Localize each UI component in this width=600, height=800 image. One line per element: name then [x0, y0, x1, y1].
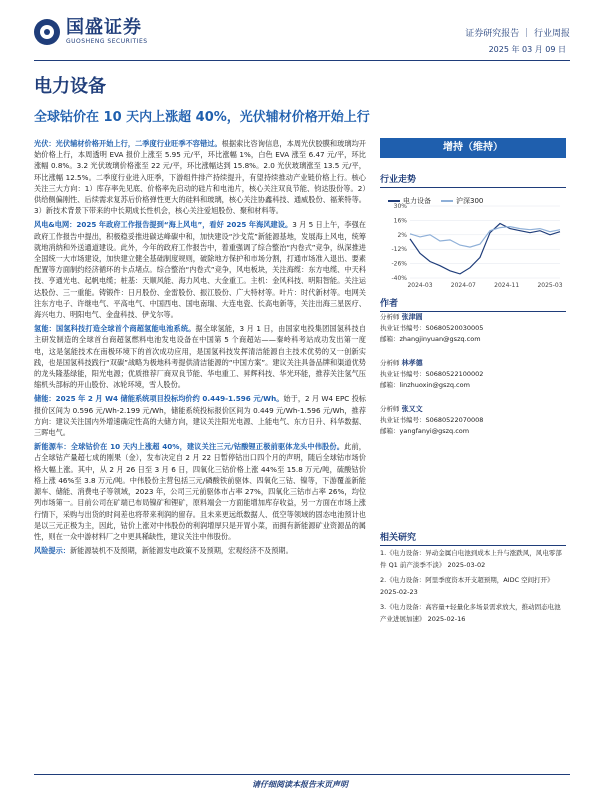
paragraph-storage — [34, 393, 366, 438]
paragraph-text: 此前，占全球钴产量超七成的刚果（金），发布决定自 2 月 22 日暂停钴出口四个月的声明，随后全球钴市场价格大幅上涨。其中，从 2 月 26 日至 3 月 6 日，四氧化三钴价格上涨 44%至 15.8 万元/吨，硫酸钴价格上涨 46%至 3.8 万元/吨。中伟股份主营包括三元/磷酸铁前驱体、四氧化三钴、镍等，下游覆盖新能源车、储能、消费电子等领域，2023 年，公司三元前驱体市占率 27%，四氧化三钴市占率 26%，均位列市场第一。目前公司在矿端已布局镍矿和锂矿，原料端会一方面能增加库存收益，另一方面在市场上涨行情下，采购与出货的时间差也将带来利润的留存。且未来更远纸数据人、低空等领域的固态电池预计也是以三元正极为主，因此，钴价上涨对中伟股份的利润增厚只是开胃小菜，而拥有新能源矿业资源品的属性，则在一众中游材料厂之中更具稀缺性，建议关注中伟股份。 — [34, 442, 366, 541]
paragraph-lead: 储能：2025 年 2 月 W4 储能系统项目投标均价约 0.449-1.596 元/Wh。 — [34, 394, 284, 404]
y-tick-label: 16% — [393, 217, 407, 225]
trend-chart — [380, 192, 566, 292]
paragraph-text: 根据索比咨询信息，本周光伏胶膜和玻璃均开始价格上行，本周透明 EVA 报价上涨至 5.95 元/平，环比涨幅 1%，白色 EVA 涨至 6.47 元/平，环比涨幅 0.8%。3.2 光伏玻璃价格涨至 22 元/平，环比涨幅达到 15.8%。2.0 光伏玻璃涨至 13.5 元/平，环比涨幅 12.5%。二季度行业进入旺季，下游组件排产持续提升，有望持续推动产业链价格上行。核心关注三大方向：1）库存率先见底、价格率先启动的硅片和电池片，核心关注双良节能、钧达股份等。2）供给侧偏刚性、后续需求复苏后价格弹性更大的硅料和玻璃，核心关注协鑫科技、通威股份、福莱特等。3）新技术背景下带来的中长期成长性机会，核心关注爱旭股份、聚和材料等。 — [34, 139, 366, 216]
paragraph-lead: 光伏：光伏辅材价格开始上行，二季度行业旺季不容错过。 — [34, 139, 222, 148]
analyst-block — [380, 358, 566, 391]
y-tick-label: 2% — [397, 231, 407, 239]
rating-badge: 增持（维持） — [380, 138, 566, 158]
analyst-name: 张津圆 — [401, 313, 423, 321]
legend-label: 沪深300 — [456, 197, 484, 205]
logo-name: 国盛证券 — [66, 17, 142, 38]
footer-divider — [34, 774, 570, 775]
analyst-email[interactable]: 邮箱：zhangjinyuan@gszq.com — [380, 335, 481, 343]
page-header — [0, 0, 600, 64]
paragraph-wind-grid — [34, 219, 366, 320]
report-type: 证券研究报告 ｜ 行业周报 — [465, 29, 570, 39]
paragraph-hydrogen — [34, 323, 366, 390]
paragraph-lead: 风险提示： — [34, 546, 70, 556]
analyst-email[interactable]: 邮箱：linzhuoxin@gszq.com — [380, 381, 470, 389]
logo-english-name: GUOSHENG SECURITIES — [66, 38, 148, 45]
paragraph-lead: 风电&电网：2025 年政府工作报告提到“海上风电”，看好 2025 年海风建设。 — [34, 220, 293, 230]
paragraph-text: 据全球氢能，3 月 1 日，由国家电投集团国氢科技自主研发制造的全球首台商超氢燃料电池发电设备在中国第 5 个商超站——秦岭科考站成功发出第一度电，这是氢能技术在南极环境下的首次成功应用，是国氢科技发挥清洁能源自主技术优势的又一创新实践，也是国氢科技践行“双碳”战略为极地科考提供清洁能源的“中国方案”。建议关注具备品牌和渠道优势的龙头隆基绿能，阳光电源；优质推荐厂商双良节能、华电重工、昇辉科技、华光环能，推荐关注氢气压缩机头部标的开山股份、冰轮环境，雪人股份。 — [34, 324, 366, 390]
analyst-block — [380, 404, 566, 437]
paragraph-risk — [34, 545, 366, 556]
x-tick-label: 2025-03 — [537, 282, 563, 289]
y-tick-label: -12% — [391, 246, 407, 254]
x-tick-label: 2024-07 — [450, 282, 476, 289]
paragraph-ev — [34, 441, 366, 542]
analyst-cert: 执业证书编号：S0680520030005 — [380, 324, 484, 332]
analyst-name: 张又文 — [401, 405, 423, 413]
analyst-email[interactable]: 邮箱：yangfanyi@gszq.com — [380, 427, 470, 435]
paragraph-lead: 氢能：国氢科技打造全球首个商超氢能电池系统。 — [34, 324, 196, 334]
report-date: 2025 年 03 月 09 日 — [488, 45, 566, 54]
related-list — [380, 548, 566, 629]
analyst-role: 分析师 — [380, 359, 400, 367]
legend-label: 电力设备 — [403, 197, 431, 205]
related-item[interactable]: 3.《电力设备：高容量+轻量化多场景需求放大，推动固态电池产业进展加速》 2025-02-16 — [380, 603, 561, 623]
y-tick-label: -40% — [391, 275, 407, 282]
analyst-name: 林孝德 — [401, 359, 423, 367]
series-line — [410, 224, 560, 274]
report-headline: 全球钴价在 10 天内上涨超 40%，光伏辅材价格开始上行 — [34, 110, 370, 125]
paragraph-pv — [34, 138, 366, 216]
authors-title: 作者 — [380, 296, 566, 312]
analyst-block — [380, 312, 566, 345]
analyst-cert: 执业证书编号：S0680522070008 — [380, 416, 484, 424]
header-divider — [34, 60, 570, 61]
industry-title: 电力设备 — [34, 76, 106, 97]
analyst-role: 分析师 — [380, 313, 400, 321]
related-item[interactable]: 2.《电力设备：阿里季度资本开支超预期，AIDC 空间打开》 2025-02-23 — [380, 576, 554, 596]
y-tick-label: 30% — [393, 203, 407, 210]
company-logo — [34, 18, 148, 45]
paragraph-text: 始于，2 月 W4 EPC 投标报价区间为 0.596 元/Wh-2.199 元/Wh，储能系统投标报价区间为 0.449 元/Wh-1.596 元/Wh，推荐方向：建议关注国内外增速确定性高的大储方向，建议关注阳光电源、上能电气、东方日升、科华数据、三晖电气。 — [34, 394, 366, 438]
x-tick-label: 2024-11 — [494, 282, 520, 289]
paragraph-text: 3 月 5 日上午，李强在政府工作报告中提出，积极稳妥推进碳达峰碳中和，加快建设“沙戈荒”新能源基地，发展海上风电，统筹就地消纳和外送通道建设。此外，今年的政府工作报告中，着重强调了综合整治“内卷式”竞争，纵深推进全国统一大市场建设，加快建立健全基础制度规则，破除地方保护和市场分割，打通市场准入退出、要素配置等方面制约经济循环的卡点堵点。综合整治“内卷式”竞争，风电板块，关注海缆：东方电缆、中天科技、亨通光电、起帆电缆；桩基：天顺风能、海力风电、大金重工。主机：金风科技、明阳智能。关注运达股份、三一重能。铸锻件：日月股份、金雷股份、振江股份、广大特材等。叶片：时代新材等。电网关注东方电子、许继电气、平高电气、中国西电、国电南瑞、大连电瓷、长高电新等，关注出海三星医疗、海兴电力、明阳电气、金盘科技、伊戈尔等。 — [34, 220, 366, 320]
logo-icon — [34, 19, 60, 45]
related-item[interactable]: 1.《电力设备：异动金属自电池到成本上升与涨跌风，风电零部件 Q1 前产淡季不淡》 2025-03-02 — [380, 549, 562, 569]
related-title: 相关研究 — [380, 530, 566, 546]
footer-note: 请仔细阅读本报告末页声明 — [252, 780, 348, 789]
paragraph-text: 新能源装机不及预期，新能源发电政策不及预期，宏观经济不及预期。 — [69, 546, 293, 556]
y-tick-label: -26% — [391, 260, 407, 268]
report-body — [34, 138, 366, 559]
trend-title: 行业走势 — [380, 172, 566, 188]
analyst-role: 分析师 — [380, 405, 400, 413]
x-tick-label: 2024-03 — [407, 282, 433, 289]
paragraph-lead: 新能源车：全球钴价在 10 天内上涨超 40%，建议关注三元/钴酸锂正极前驱体龙头中伟股份。 — [34, 442, 345, 452]
analyst-cert: 执业证书编号：S0680522100002 — [380, 370, 484, 378]
